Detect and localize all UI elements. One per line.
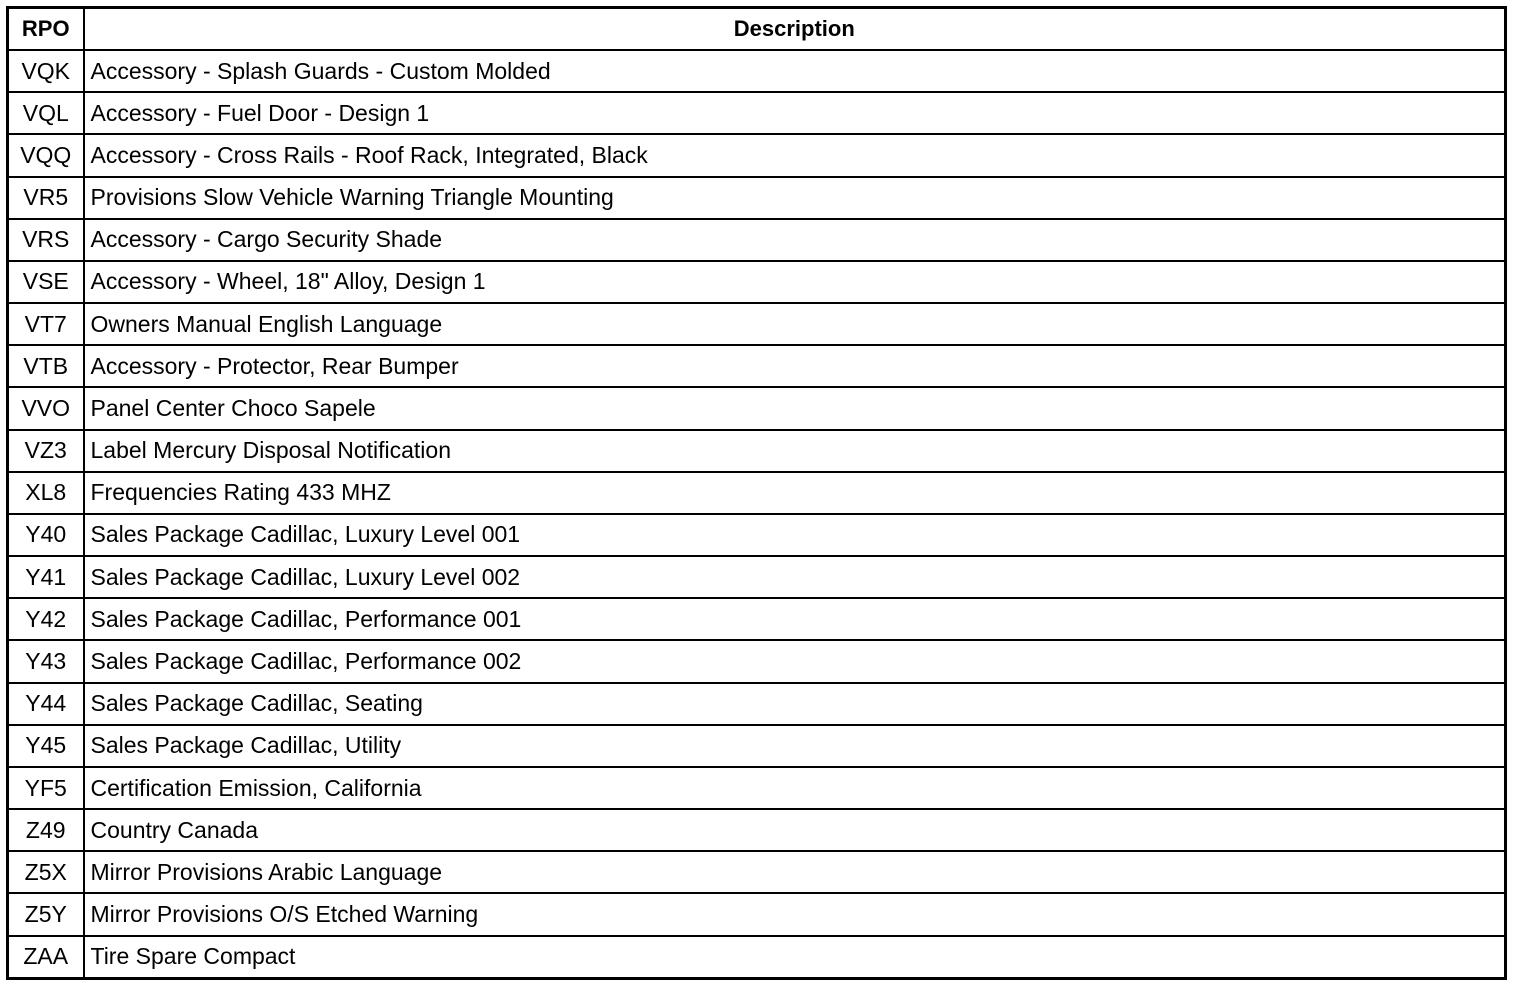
description-cell: Accessory - Protector, Rear Bumper [84, 345, 1506, 387]
table-row [8, 345, 1506, 387]
rpo-code-cell: Y42 [8, 598, 84, 640]
description-cell: Sales Package Cadillac, Performance 002 [84, 640, 1506, 682]
table-row [8, 472, 1506, 514]
description-cell: Accessory - Splash Guards - Custom Molded [84, 50, 1506, 92]
rpo-code-cell: VQK [8, 50, 84, 92]
rpo-code-cell: ZAA [8, 936, 84, 979]
table-row [8, 261, 1506, 303]
description-cell: Sales Package Cadillac, Luxury Level 001 [84, 514, 1506, 556]
table-row [8, 134, 1506, 176]
rpo-code-cell: VQQ [8, 134, 84, 176]
table-row [8, 893, 1506, 935]
rpo-code-cell: VT7 [8, 303, 84, 345]
description-cell: Accessory - Wheel, 18" Alloy, Design 1 [84, 261, 1506, 303]
header-row [8, 8, 1506, 51]
rpo-code-cell: VZ3 [8, 430, 84, 472]
table-row [8, 556, 1506, 598]
description-cell: Accessory - Cross Rails - Roof Rack, Integrated, Black [84, 134, 1506, 176]
table-row [8, 725, 1506, 767]
description-cell: Tire Spare Compact [84, 936, 1506, 979]
table-row [8, 92, 1506, 134]
description-cell: Country Canada [84, 809, 1506, 851]
description-cell: Panel Center Choco Sapele [84, 387, 1506, 429]
description-cell: Sales Package Cadillac, Luxury Level 002 [84, 556, 1506, 598]
rpo-code-cell: VR5 [8, 177, 84, 219]
table-row [8, 936, 1506, 979]
description-column-header: Description [84, 8, 1506, 51]
table-body [8, 50, 1506, 979]
description-cell: Owners Manual English Language [84, 303, 1506, 345]
rpo-code-cell: VSE [8, 261, 84, 303]
table-row [8, 430, 1506, 472]
rpo-code-cell: VQL [8, 92, 84, 134]
rpo-code-cell: Z5X [8, 851, 84, 893]
rpo-code-cell: Y41 [8, 556, 84, 598]
rpo-table [6, 6, 1507, 980]
description-cell: Accessory - Cargo Security Shade [84, 219, 1506, 261]
rpo-code-cell: VVO [8, 387, 84, 429]
description-cell: Provisions Slow Vehicle Warning Triangle Mounting [84, 177, 1506, 219]
table-row [8, 387, 1506, 429]
table-row [8, 809, 1506, 851]
rpo-code-cell: Z49 [8, 809, 84, 851]
rpo-code-cell: VRS [8, 219, 84, 261]
table-row [8, 50, 1506, 92]
table-row [8, 177, 1506, 219]
rpo-code-cell: Y45 [8, 725, 84, 767]
description-cell: Label Mercury Disposal Notification [84, 430, 1506, 472]
table-row [8, 598, 1506, 640]
rpo-code-cell: VTB [8, 345, 84, 387]
table-row [8, 219, 1506, 261]
rpo-column-header: RPO [8, 8, 84, 51]
rpo-code-cell: XL8 [8, 472, 84, 514]
table-row [8, 767, 1506, 809]
table-row [8, 514, 1506, 556]
table-row [8, 640, 1506, 682]
table-row [8, 683, 1506, 725]
table-row [8, 851, 1506, 893]
description-cell: Sales Package Cadillac, Performance 001 [84, 598, 1506, 640]
table-row [8, 303, 1506, 345]
rpo-code-cell: Y44 [8, 683, 84, 725]
description-cell: Sales Package Cadillac, Utility [84, 725, 1506, 767]
rpo-code-cell: Y40 [8, 514, 84, 556]
description-cell: Mirror Provisions O/S Etched Warning [84, 893, 1506, 935]
rpo-code-cell: YF5 [8, 767, 84, 809]
description-cell: Frequencies Rating 433 MHZ [84, 472, 1506, 514]
description-cell: Accessory - Fuel Door - Design 1 [84, 92, 1506, 134]
description-cell: Certification Emission, California [84, 767, 1506, 809]
description-cell: Mirror Provisions Arabic Language [84, 851, 1506, 893]
rpo-code-cell: Z5Y [8, 893, 84, 935]
description-cell: Sales Package Cadillac, Seating [84, 683, 1506, 725]
rpo-code-cell: Y43 [8, 640, 84, 682]
